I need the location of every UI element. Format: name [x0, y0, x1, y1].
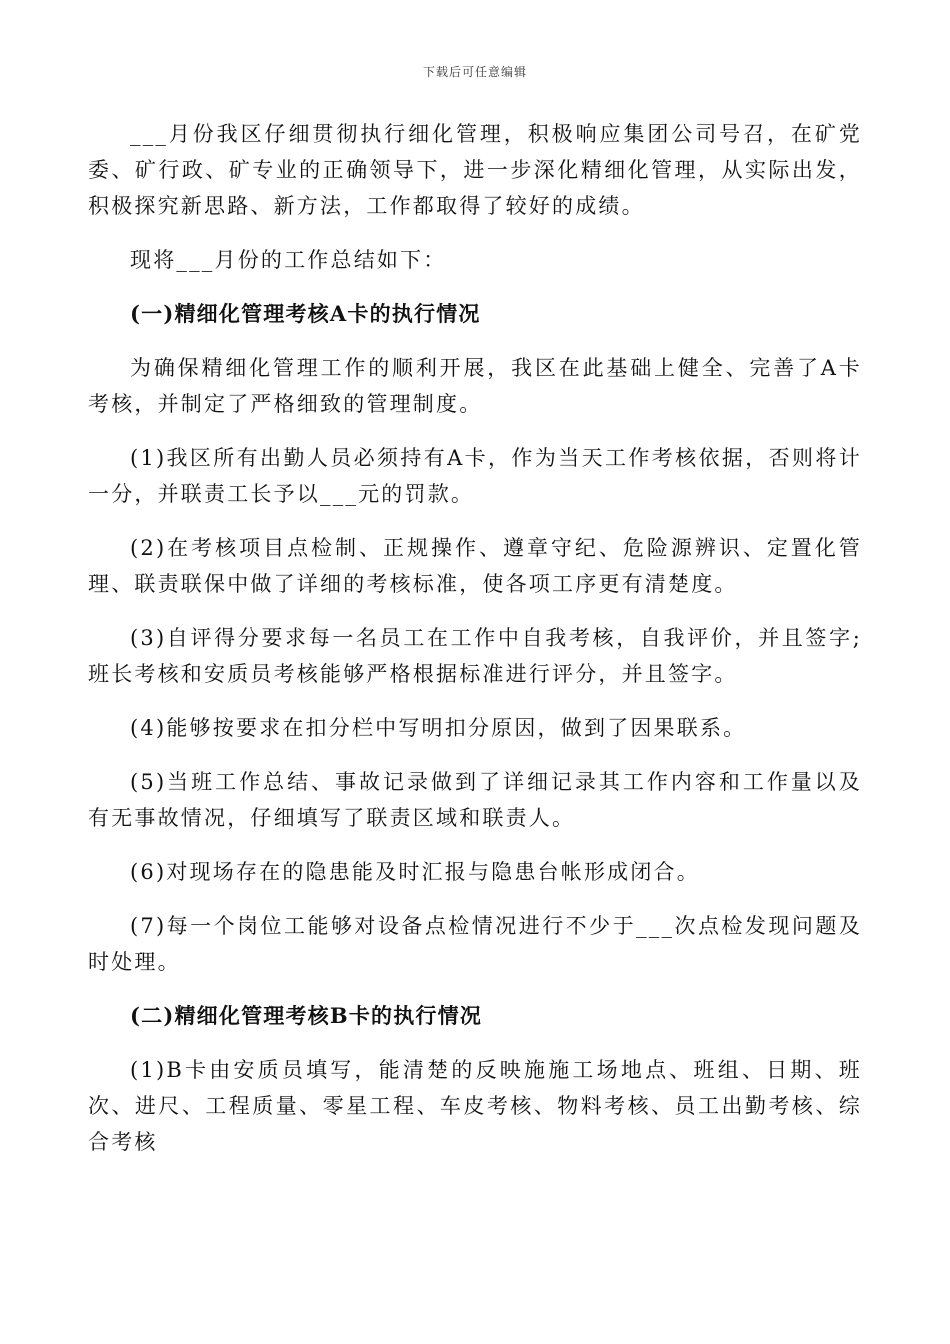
a-card-intro-paragraph: 为确保精细化管理工作的顺利开展，我区在此基础上健全、完善了A卡考核，并制定了严格细致的管理制度。 [88, 356, 862, 416]
section-heading-a-card: (一)精细化管理考核A卡的执行情况 [130, 301, 481, 326]
a-card-item-1: (1)我区所有出勤人员必须持有A卡，作为当天工作考核依据，否则将计一分，并联责工长予以___元的罚款。 [88, 446, 862, 506]
intro-paragraph: ___月份我区仔细贯彻执行细化管理，积极响应集团公司号召，在矿党委、矿行政、矿专业的正确领导下，进一步深化精细化管理，从实际出发，积极探究新思路、新方法，工作都取得了较好的成绩。 [88, 122, 862, 218]
a-card-item-5: (5)当班工作总结、事故记录做到了详细记录其工作内容和工作量以及有无事故情况，仔细填写了联责区域和联责人。 [88, 770, 862, 830]
b-card-item-1: (1)B卡由安质员填写，能清楚的反映施施工场地点、班组、日期、班次、进尺、工程质量、零星工程、车皮考核、物料考核、员工出勤考核、综合考核 [88, 1058, 862, 1154]
page-header: 下载后可任意编辑 [422, 65, 527, 79]
a-card-item-2: (2)在考核项目点检制、正规操作、遵章守纪、危险源辨识、定置化管理、联责联保中做了详细的考核标准，使各项工序更有清楚度。 [88, 536, 862, 596]
a-card-item-3: (3)自评得分要求每一名员工在工作中自我考核，自我评价，并且签字;班长考核和安质员考核能够严格根据标准进行评分，并且签字。 [88, 626, 862, 686]
a-card-item-6: (6)对现场存在的隐患能及时汇报与隐患台帐形成闭合。 [130, 860, 700, 884]
a-card-item-4: (4)能够按要求在扣分栏中写明扣分原因，做到了因果联系。 [130, 716, 747, 740]
section-heading-b-card: (二)精细化管理考核B卡的执行情况 [130, 1003, 483, 1028]
summary-lead-paragraph: 现将___月份的工作总结如下： [130, 248, 447, 272]
a-card-item-7: (7)每一个岗位工能够对设备点检情况进行不少于___次点检发现问题及时处理。 [88, 914, 862, 974]
